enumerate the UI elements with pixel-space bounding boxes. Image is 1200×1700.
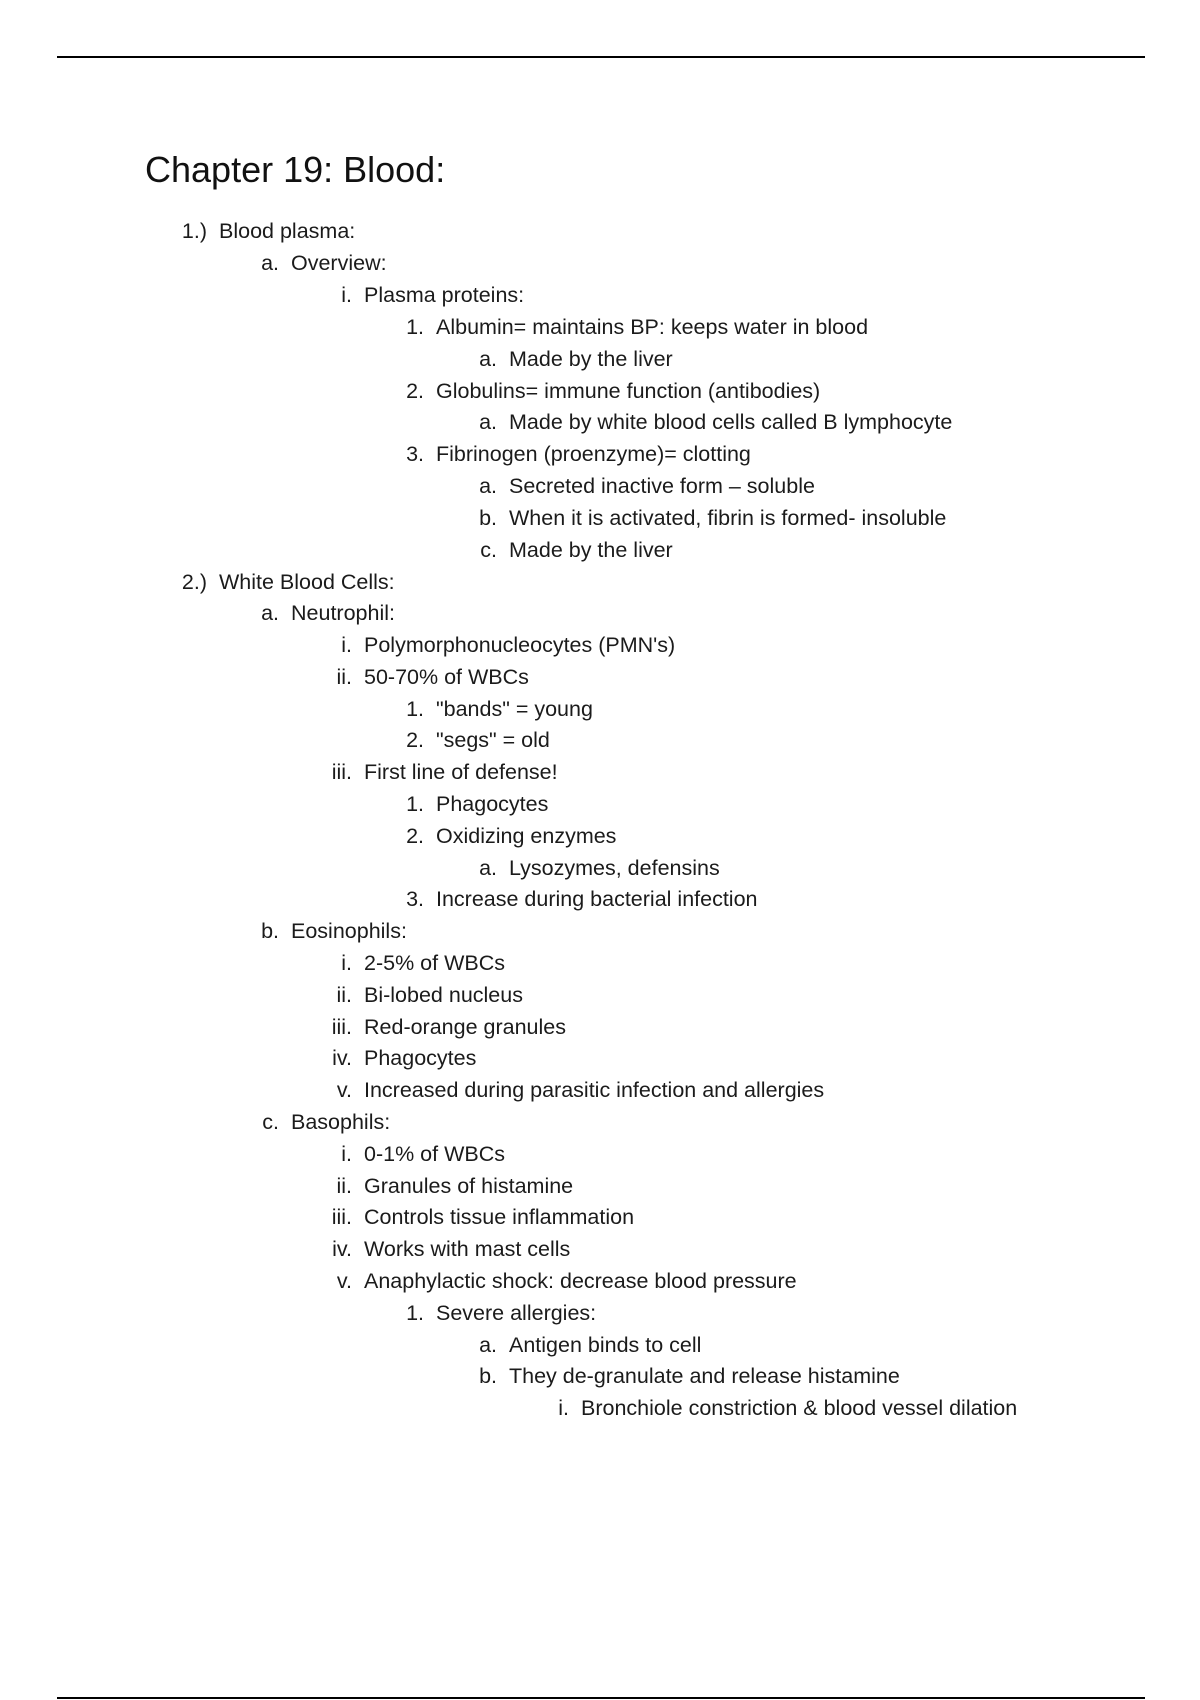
list-item-text: Made by the liver bbox=[509, 347, 673, 371]
list-item bbox=[332, 1233, 571, 1265]
list-marker: 2. bbox=[406, 379, 424, 403]
list-item-text: Anaphylactic shock: decrease blood pressure bbox=[364, 1269, 797, 1293]
list-marker: ii. bbox=[336, 665, 352, 689]
list-item bbox=[336, 1265, 797, 1297]
list-marker: i. bbox=[341, 1142, 352, 1166]
list-marker: a. bbox=[479, 347, 497, 371]
list-item bbox=[331, 1201, 635, 1233]
list-item-text: Lysozymes, defensins bbox=[509, 856, 720, 880]
list-item-text: Bi-lobed nucleus bbox=[364, 983, 523, 1007]
list-item-text: They de-granulate and release histamine bbox=[509, 1364, 900, 1388]
list-marker: 2. bbox=[406, 824, 424, 848]
list-marker: ii. bbox=[336, 1174, 352, 1198]
list-item-text: Blood plasma: bbox=[219, 219, 356, 243]
list-item bbox=[479, 470, 815, 502]
list-item-text: Oxidizing enzymes bbox=[436, 824, 617, 848]
list-item-text: Albumin= maintains BP: keeps water in blood bbox=[436, 315, 869, 339]
list-item bbox=[332, 1042, 477, 1074]
list-item bbox=[181, 566, 395, 598]
list-marker: b. bbox=[479, 1364, 497, 1388]
list-marker: ii. bbox=[336, 983, 352, 1007]
list-item-text: Red-orange granules bbox=[364, 1015, 566, 1039]
list-item-text: Increase during bacterial infection bbox=[436, 887, 758, 911]
list-item bbox=[480, 534, 673, 566]
list-item-text: Made by the liver bbox=[509, 538, 673, 562]
list-marker: 3. bbox=[406, 442, 424, 466]
list-item bbox=[181, 215, 356, 247]
list-item-text: Fibrinogen (proenzyme)= clotting bbox=[436, 442, 751, 466]
list-item bbox=[406, 1297, 597, 1329]
list-item bbox=[336, 1170, 574, 1202]
list-item-text: 2-5% of WBCs bbox=[364, 951, 505, 975]
list-item-text: "segs" = old bbox=[436, 728, 550, 752]
list-item bbox=[406, 438, 751, 470]
list-marker: 1. bbox=[406, 1301, 424, 1325]
list-marker: a. bbox=[261, 601, 279, 625]
list-item-text: Overview: bbox=[291, 251, 387, 275]
list-marker: a. bbox=[479, 856, 497, 880]
list-marker: iv. bbox=[332, 1046, 352, 1070]
list-item bbox=[341, 947, 505, 979]
list-marker: iii. bbox=[331, 760, 352, 784]
list-marker: 3. bbox=[406, 887, 424, 911]
list-marker: 2.) bbox=[181, 570, 207, 594]
list-item bbox=[331, 756, 558, 788]
list-item-text: Granules of histamine bbox=[364, 1174, 574, 1198]
list-marker: 1. bbox=[406, 697, 424, 721]
list-item bbox=[261, 597, 395, 629]
list-item-text: Polymorphonucleocytes (PMN's) bbox=[364, 633, 676, 657]
list-item-text: Phagocytes bbox=[364, 1046, 477, 1070]
list-item-text: First line of defense! bbox=[364, 760, 558, 784]
list-item bbox=[479, 502, 947, 534]
list-item bbox=[406, 883, 758, 915]
list-item bbox=[331, 1011, 566, 1043]
page-title: Chapter 19: Blood: bbox=[145, 149, 446, 190]
list-item bbox=[479, 1360, 900, 1392]
list-item-text: White Blood Cells: bbox=[219, 570, 395, 594]
list-marker: a. bbox=[479, 1333, 497, 1357]
list-marker: iv. bbox=[332, 1237, 352, 1261]
list-item bbox=[261, 915, 407, 947]
list-marker: i. bbox=[341, 951, 352, 975]
list-item-text: Bronchiole constriction & blood vessel dilation bbox=[581, 1396, 1018, 1420]
list-item-text: "bands" = young bbox=[436, 697, 593, 721]
footer-rule bbox=[57, 1697, 1145, 1699]
list-marker: a. bbox=[479, 474, 497, 498]
list-item bbox=[406, 820, 617, 852]
list-item bbox=[406, 311, 869, 343]
list-item bbox=[406, 724, 550, 756]
list-item-text: Controls tissue inflammation bbox=[364, 1205, 635, 1229]
list-item-text: Antigen binds to cell bbox=[509, 1333, 702, 1357]
list-item-text: 0-1% of WBCs bbox=[364, 1142, 505, 1166]
list-item bbox=[336, 979, 523, 1011]
list-item-text: When it is activated, fibrin is formed- insoluble bbox=[509, 506, 947, 530]
list-item-text: Increased during parasitic infection and allergies bbox=[364, 1078, 825, 1102]
header-rule bbox=[57, 56, 1145, 58]
list-item bbox=[262, 1106, 391, 1138]
list-item bbox=[336, 661, 529, 693]
list-item-text: Eosinophils: bbox=[291, 919, 407, 943]
list-marker: iii. bbox=[331, 1015, 352, 1039]
list-marker: 1. bbox=[406, 792, 424, 816]
list-item-text: Neutrophil: bbox=[291, 601, 395, 625]
list-marker: i. bbox=[558, 1396, 569, 1420]
list-item bbox=[558, 1392, 1018, 1424]
list-item-text: 50-70% of WBCs bbox=[364, 665, 529, 689]
list-marker: 1. bbox=[406, 315, 424, 339]
list-item-text: Made by white blood cells called B lymphocyte bbox=[509, 410, 953, 434]
list-item bbox=[406, 693, 593, 725]
list-marker: a. bbox=[261, 251, 279, 275]
list-item-text: Works with mast cells bbox=[364, 1237, 571, 1261]
list-item-text: Basophils: bbox=[291, 1110, 391, 1134]
list-item bbox=[479, 343, 673, 375]
list-marker: c. bbox=[262, 1110, 279, 1134]
list-marker: iii. bbox=[331, 1205, 352, 1229]
list-item bbox=[479, 1329, 702, 1361]
list-item bbox=[479, 406, 953, 438]
list-marker: b. bbox=[261, 919, 279, 943]
list-item bbox=[341, 1138, 505, 1170]
list-marker: v. bbox=[336, 1078, 352, 1102]
list-item bbox=[336, 1074, 825, 1106]
list-item bbox=[406, 788, 549, 820]
list-item-text: Phagocytes bbox=[436, 792, 549, 816]
list-marker: i. bbox=[341, 283, 352, 307]
list-marker: 1.) bbox=[181, 219, 207, 243]
list-item bbox=[341, 629, 676, 661]
list-item bbox=[261, 247, 387, 279]
list-item bbox=[406, 375, 821, 407]
list-item bbox=[479, 852, 720, 884]
list-marker: i. bbox=[341, 633, 352, 657]
list-marker: b. bbox=[479, 506, 497, 530]
list-marker: c. bbox=[480, 538, 497, 562]
list-item-text: Plasma proteins: bbox=[364, 283, 525, 307]
list-marker: v. bbox=[336, 1269, 352, 1293]
list-item-text: Secreted inactive form – soluble bbox=[509, 474, 815, 498]
list-item-text: Globulins= immune function (antibodies) bbox=[436, 379, 821, 403]
list-marker: 2. bbox=[406, 728, 424, 752]
list-item-text: Severe allergies: bbox=[436, 1301, 597, 1325]
list-marker: a. bbox=[479, 410, 497, 434]
list-item bbox=[341, 279, 525, 311]
